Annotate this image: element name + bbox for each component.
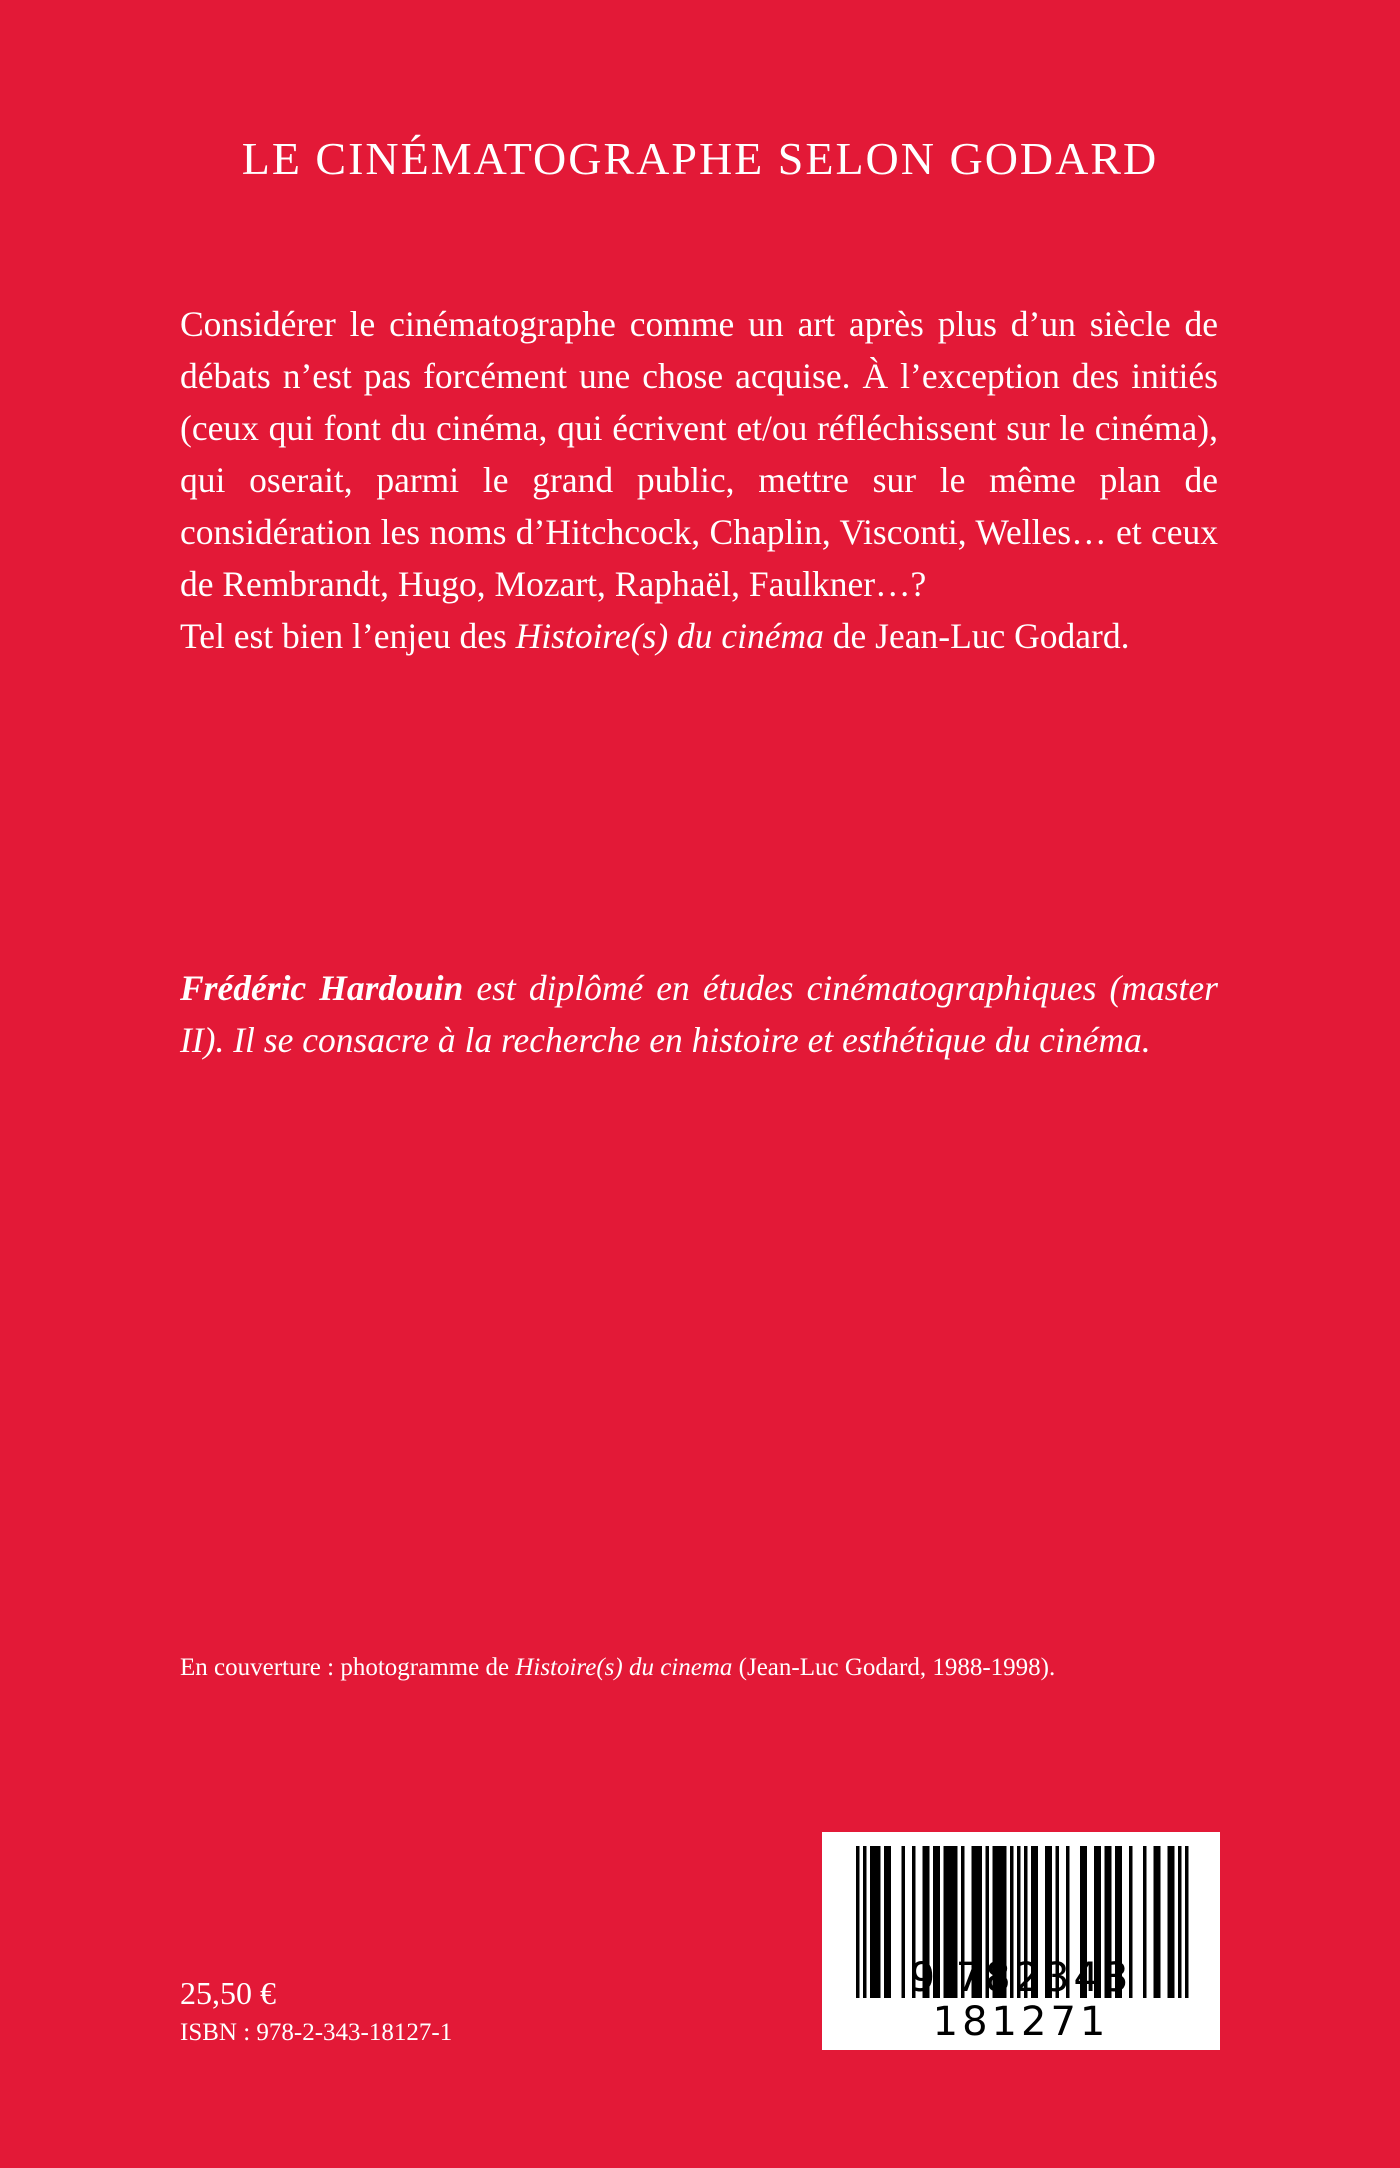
isbn: ISBN : 978-2-343-18127-1 [180, 2019, 453, 2046]
cover-credit [180, 1652, 1280, 1684]
price: 25,50 € [180, 1975, 276, 2011]
blurb-work-title: Histoire(s) du cinéma [515, 616, 824, 656]
back-cover-blurb [180, 298, 1218, 662]
credit-suffix: (Jean-Luc Godard, 1988-1998). [732, 1654, 1056, 1681]
credit-prefix: En couverture : photogramme de [180, 1654, 516, 1681]
author-bio-text: est diplômé en études cinématographiques (master II). Il se consacre à la recherche en histoire et esthétique du cinéma. [180, 968, 1218, 1060]
author-bio [180, 962, 1218, 1066]
blurb-closing-end: de Jean-Luc Godard. [823, 616, 1130, 656]
author-name: Frédéric Hardouin [180, 968, 464, 1008]
barcode [822, 1832, 1220, 2050]
credit-work: Histoire(s) du cinema [515, 1654, 733, 1681]
blurb-closing-start: Tel est bien l’enjeu des [180, 616, 516, 656]
blurb-paragraph: Considérer le cinématographe comme un art après plus d’un siècle de débats n’est pas forcément une chose acquise. À l’exception des initiés (ceux qui font du cinéma, qui écrivent et/ou réfléchissent sur le cinéma), qui oserait, parmi le grand public, mettre sur le même plan de considération les noms d’Hitchcock, Chaplin, Visconti, Welles… et ceux de Rembrandt, Hugo, Mozart, Raphaël, Faulkner…? [180, 304, 1218, 604]
book-title: LE CINÉMATOGRAPHE SELON GODARD [241, 133, 1159, 184]
blurb-closing-line [180, 610, 1218, 662]
barcode-digits: 9 782343 181271 [909, 1955, 1133, 2045]
